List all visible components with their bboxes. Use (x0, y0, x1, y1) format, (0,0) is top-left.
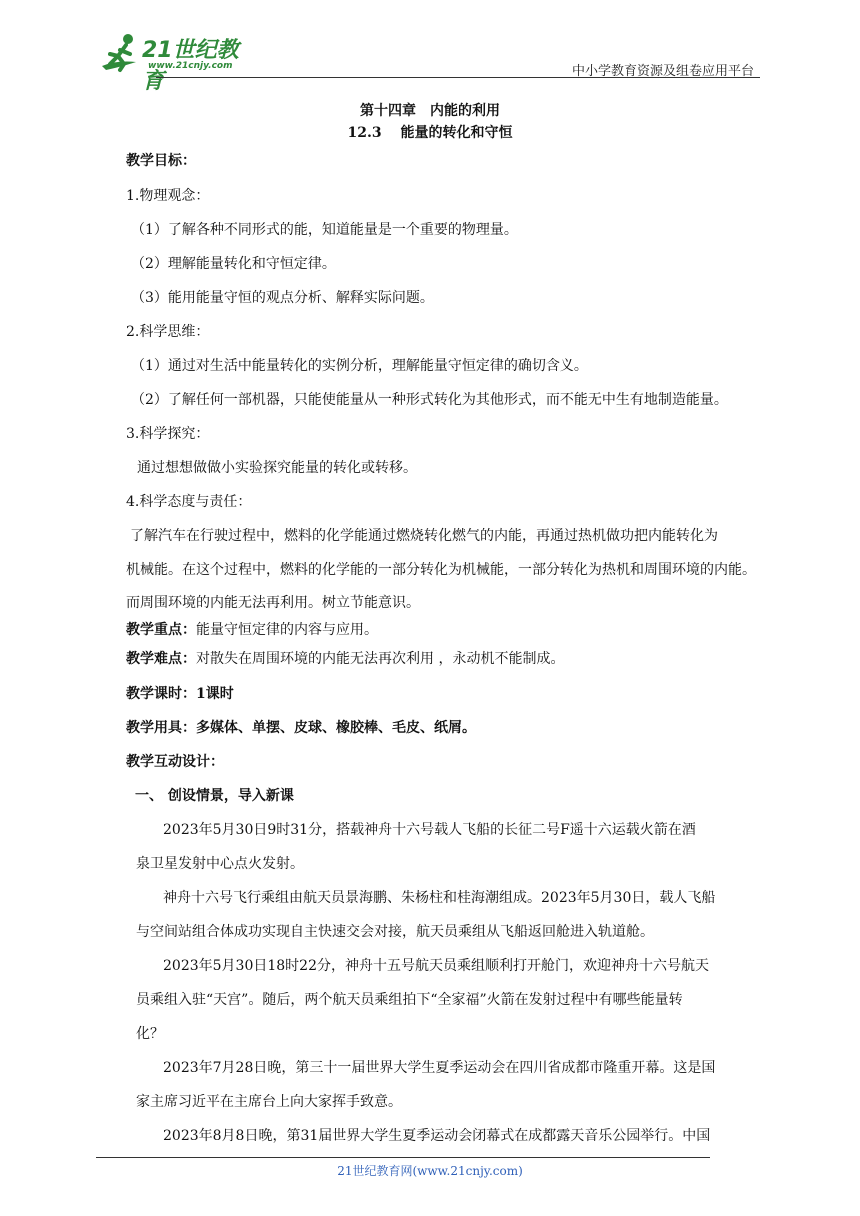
paragraph-line: 神舟十六号飞行乘组由航天员景海鹏、朱杨柱和桂海潮组成。2023年5月30日，载人飞船 (163, 890, 716, 906)
text-line: 通过想想做做小实验探究能量的转化或转移。 (137, 460, 417, 476)
text-line: （1）通过对生活中能量转化的实例分析，理解能量守恒定律的确切含义。 (131, 358, 588, 374)
text-line: 2.科学思维： (126, 324, 210, 340)
key-point-line (126, 621, 378, 639)
title-block (0, 100, 860, 144)
paragraph-line: 泉卫星发射中心点火发射。 (136, 856, 304, 872)
text-line: 教学目标： (126, 153, 196, 169)
page-header (96, 30, 760, 94)
key-point-label: 教学难点： (126, 651, 196, 667)
paragraph-line: 2023年7月28日晚，第三十一届世界大学生夏季运动会在四川省成都市隆重开幕。这是国 (163, 1060, 716, 1076)
chapter-title: 第十四章 内能的利用 (360, 103, 500, 119)
paragraph-line: 化？ (136, 1026, 164, 1042)
key-point-text: 对散失在周围环境的内能无法再次利用 ，永动机不能制成。 (196, 651, 565, 667)
paragraph-line: 与空间站组合体成功实现自主快速交会对接，航天员乘组从飞船返回舱进入轨道舱。 (136, 924, 654, 940)
text-line: （1）了解各种不同形式的能，知道能量是一个重要的物理量。 (131, 222, 518, 238)
paragraph-line: 2023年5月30日9时31分，搭载神舟十六号载人飞船的长征二号F遥十六运载火箭在酒 (163, 822, 696, 838)
key-point-label: 教学重点： (126, 622, 196, 638)
text-line: （2）理解能量转化和守恒定律。 (131, 256, 336, 272)
key-point-line (126, 650, 564, 668)
key-point-text: 能量守恒定律的内容与应用。 (196, 622, 378, 638)
logo (96, 30, 256, 94)
paragraph-line: 员乘组入驻“天宫”。随后，两个航天员乘组拍下“全家福”火箭在发射过程中有哪些能量转 (136, 992, 683, 1008)
runner-logo-icon (96, 30, 146, 78)
logo-url: www.21cnjy.com (148, 61, 233, 71)
text-line: 3.科学探究： (126, 426, 210, 442)
text-line: 而周围环境的内能无法再利用。树立节能意识。 (126, 595, 420, 611)
paragraph-line: 2023年5月30日18时22分，神舟十五号航天员乘组顺利打开舱门，欢迎神舟十六号航天 (163, 958, 709, 974)
bold-heading-line: 教学用具：多媒体、单摆、皮球、橡胶棒、毛皮、纸屑。 (126, 720, 476, 736)
footer-divider (96, 1157, 710, 1158)
bold-heading-line: 教学课时：1课时 (126, 686, 234, 702)
logo-text: 21世纪教育 (142, 38, 239, 94)
text-line: 1.物理观念： (126, 188, 210, 204)
text-line: （3）能用能量守恒的观点分析、解释实际问题。 (131, 290, 434, 306)
bold-heading-line: 教学互动设计： (126, 754, 224, 770)
text-line: 机械能。在这个过程中，燃料的化学能的一部分转化为机械能，一部分转化为热机和周围环境的内能。 (126, 562, 756, 578)
text-line: 了解汽车在行驶过程中，燃料的化学能通过燃烧转化燃气的内能，再通过热机做功把内能转化为 (130, 528, 718, 544)
paragraph-line: 2023年8月8日晚，第31届世界大学生夏季运动会闭幕式在成都露天音乐公园举行。中国 (163, 1128, 711, 1144)
section-title: 12.3 能量的转化和守恒 (347, 125, 513, 141)
text-line: （2）了解任何一部机器，只能使能量从一种形式转化为其他形式，而不能无中生有地制造能量。 (131, 392, 728, 408)
text-line: 4.科学态度与责任： (126, 494, 252, 510)
bold-heading-line: 一、 创设情景，导入新课 (135, 788, 294, 804)
header-divider (156, 77, 760, 78)
platform-name: 中小学教育资源及组卷应用平台 (571, 64, 754, 79)
footer-link[interactable]: 21世纪教育网(www.21cnjy.com) (337, 1164, 523, 1178)
paragraph-line: 家主席习近平在主席台上向大家挥手致意。 (136, 1094, 402, 1110)
